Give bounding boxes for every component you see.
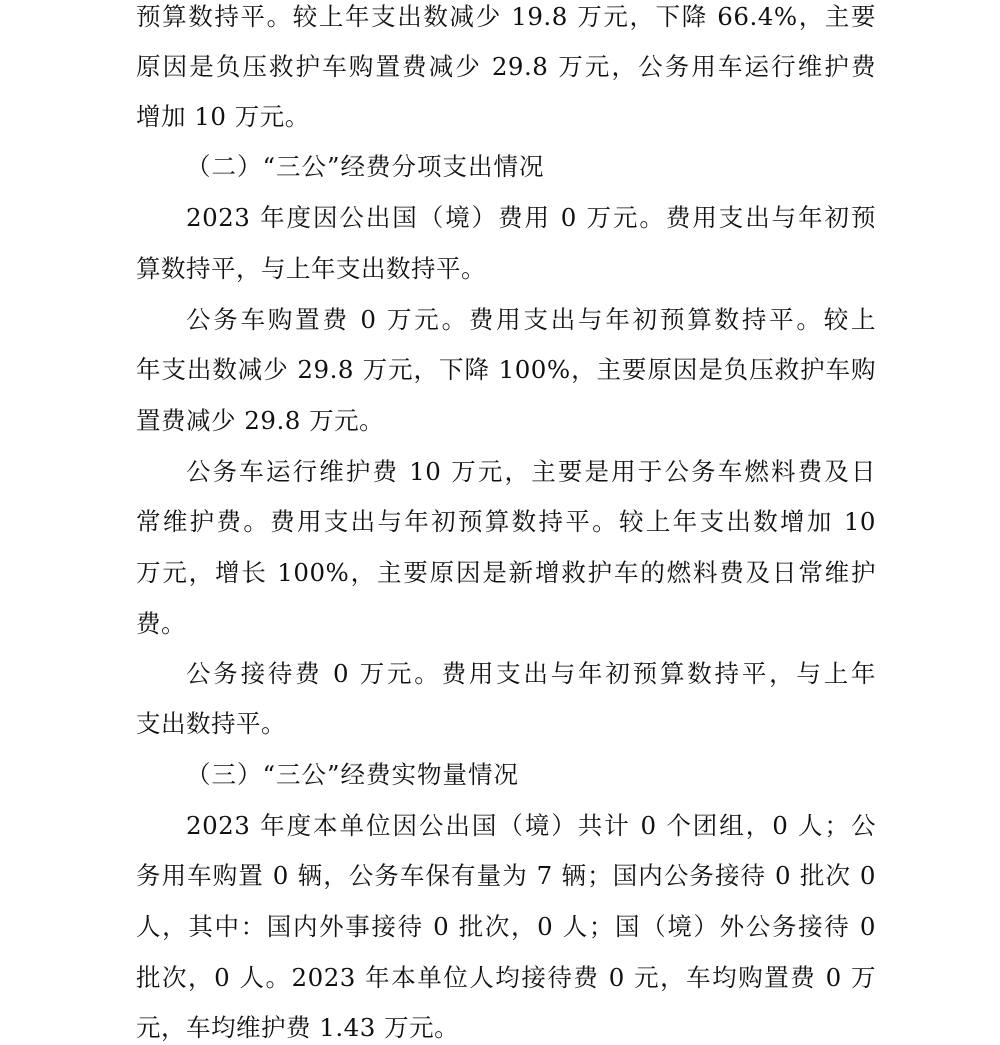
paragraph-line: 公务接待费 0 万元。费用支出与年初预算数持平，与上年 bbox=[186, 659, 876, 688]
paragraph-line: 人，其中：国内外事接待 0 批次，0 人；国（境）外公务接待 0 bbox=[136, 912, 876, 941]
paragraph-line: 年支出数减少 29.8 万元，下降 100%，主要原因是负压救护车购 bbox=[136, 355, 876, 384]
paragraph-line: 元，车均维护费 1.43 万元。 bbox=[136, 1013, 460, 1042]
paragraph-line: 支出数持平。 bbox=[136, 709, 286, 738]
paragraph-line: 增加 10 万元。 bbox=[136, 102, 310, 131]
paragraph-line: 算数持平，与上年支出数持平。 bbox=[136, 254, 486, 283]
paragraph-line: 常维护费。费用支出与年初预算数持平。较上年支出数增加 10 bbox=[136, 507, 876, 536]
paragraph-line: 批次，0 人。2023 年本单位人均接待费 0 元，车均购置费 0 万 bbox=[136, 963, 876, 992]
section-heading: （二）“三公”经费分项支出情况 bbox=[186, 152, 545, 181]
paragraph-line: 2023 年度因公出国（境）费用 0 万元。费用支出与年初预 bbox=[186, 203, 876, 232]
paragraph-line: 万元，增长 100%，主要原因是新增救护车的燃料费及日常维护 bbox=[136, 558, 876, 587]
paragraph-line: 2023 年度本单位因公出国（境）共计 0 个团组，0 人；公 bbox=[186, 811, 876, 840]
paragraph-line: 原因是负压救护车购置费减少 29.8 万元，公务用车运行维护费 bbox=[136, 52, 876, 81]
paragraph-line: 务用车购置 0 辆，公务车保有量为 7 辆；国内公务接待 0 批次 0 bbox=[136, 861, 876, 890]
paragraph-line: 公务车运行维护费 10 万元，主要是用于公务车燃料费及日 bbox=[186, 457, 876, 486]
paragraph-line: 预算数持平。较上年支出数减少 19.8 万元，下降 66.4%，主要 bbox=[136, 2, 876, 31]
section-heading: （三）“三公”经费实物量情况 bbox=[186, 760, 520, 789]
paragraph-line: 置费减少 29.8 万元。 bbox=[136, 406, 385, 435]
paragraph-line: 费。 bbox=[136, 609, 186, 638]
paragraph-line: 公务车购置费 0 万元。费用支出与年初预算数持平。较上 bbox=[186, 305, 876, 334]
